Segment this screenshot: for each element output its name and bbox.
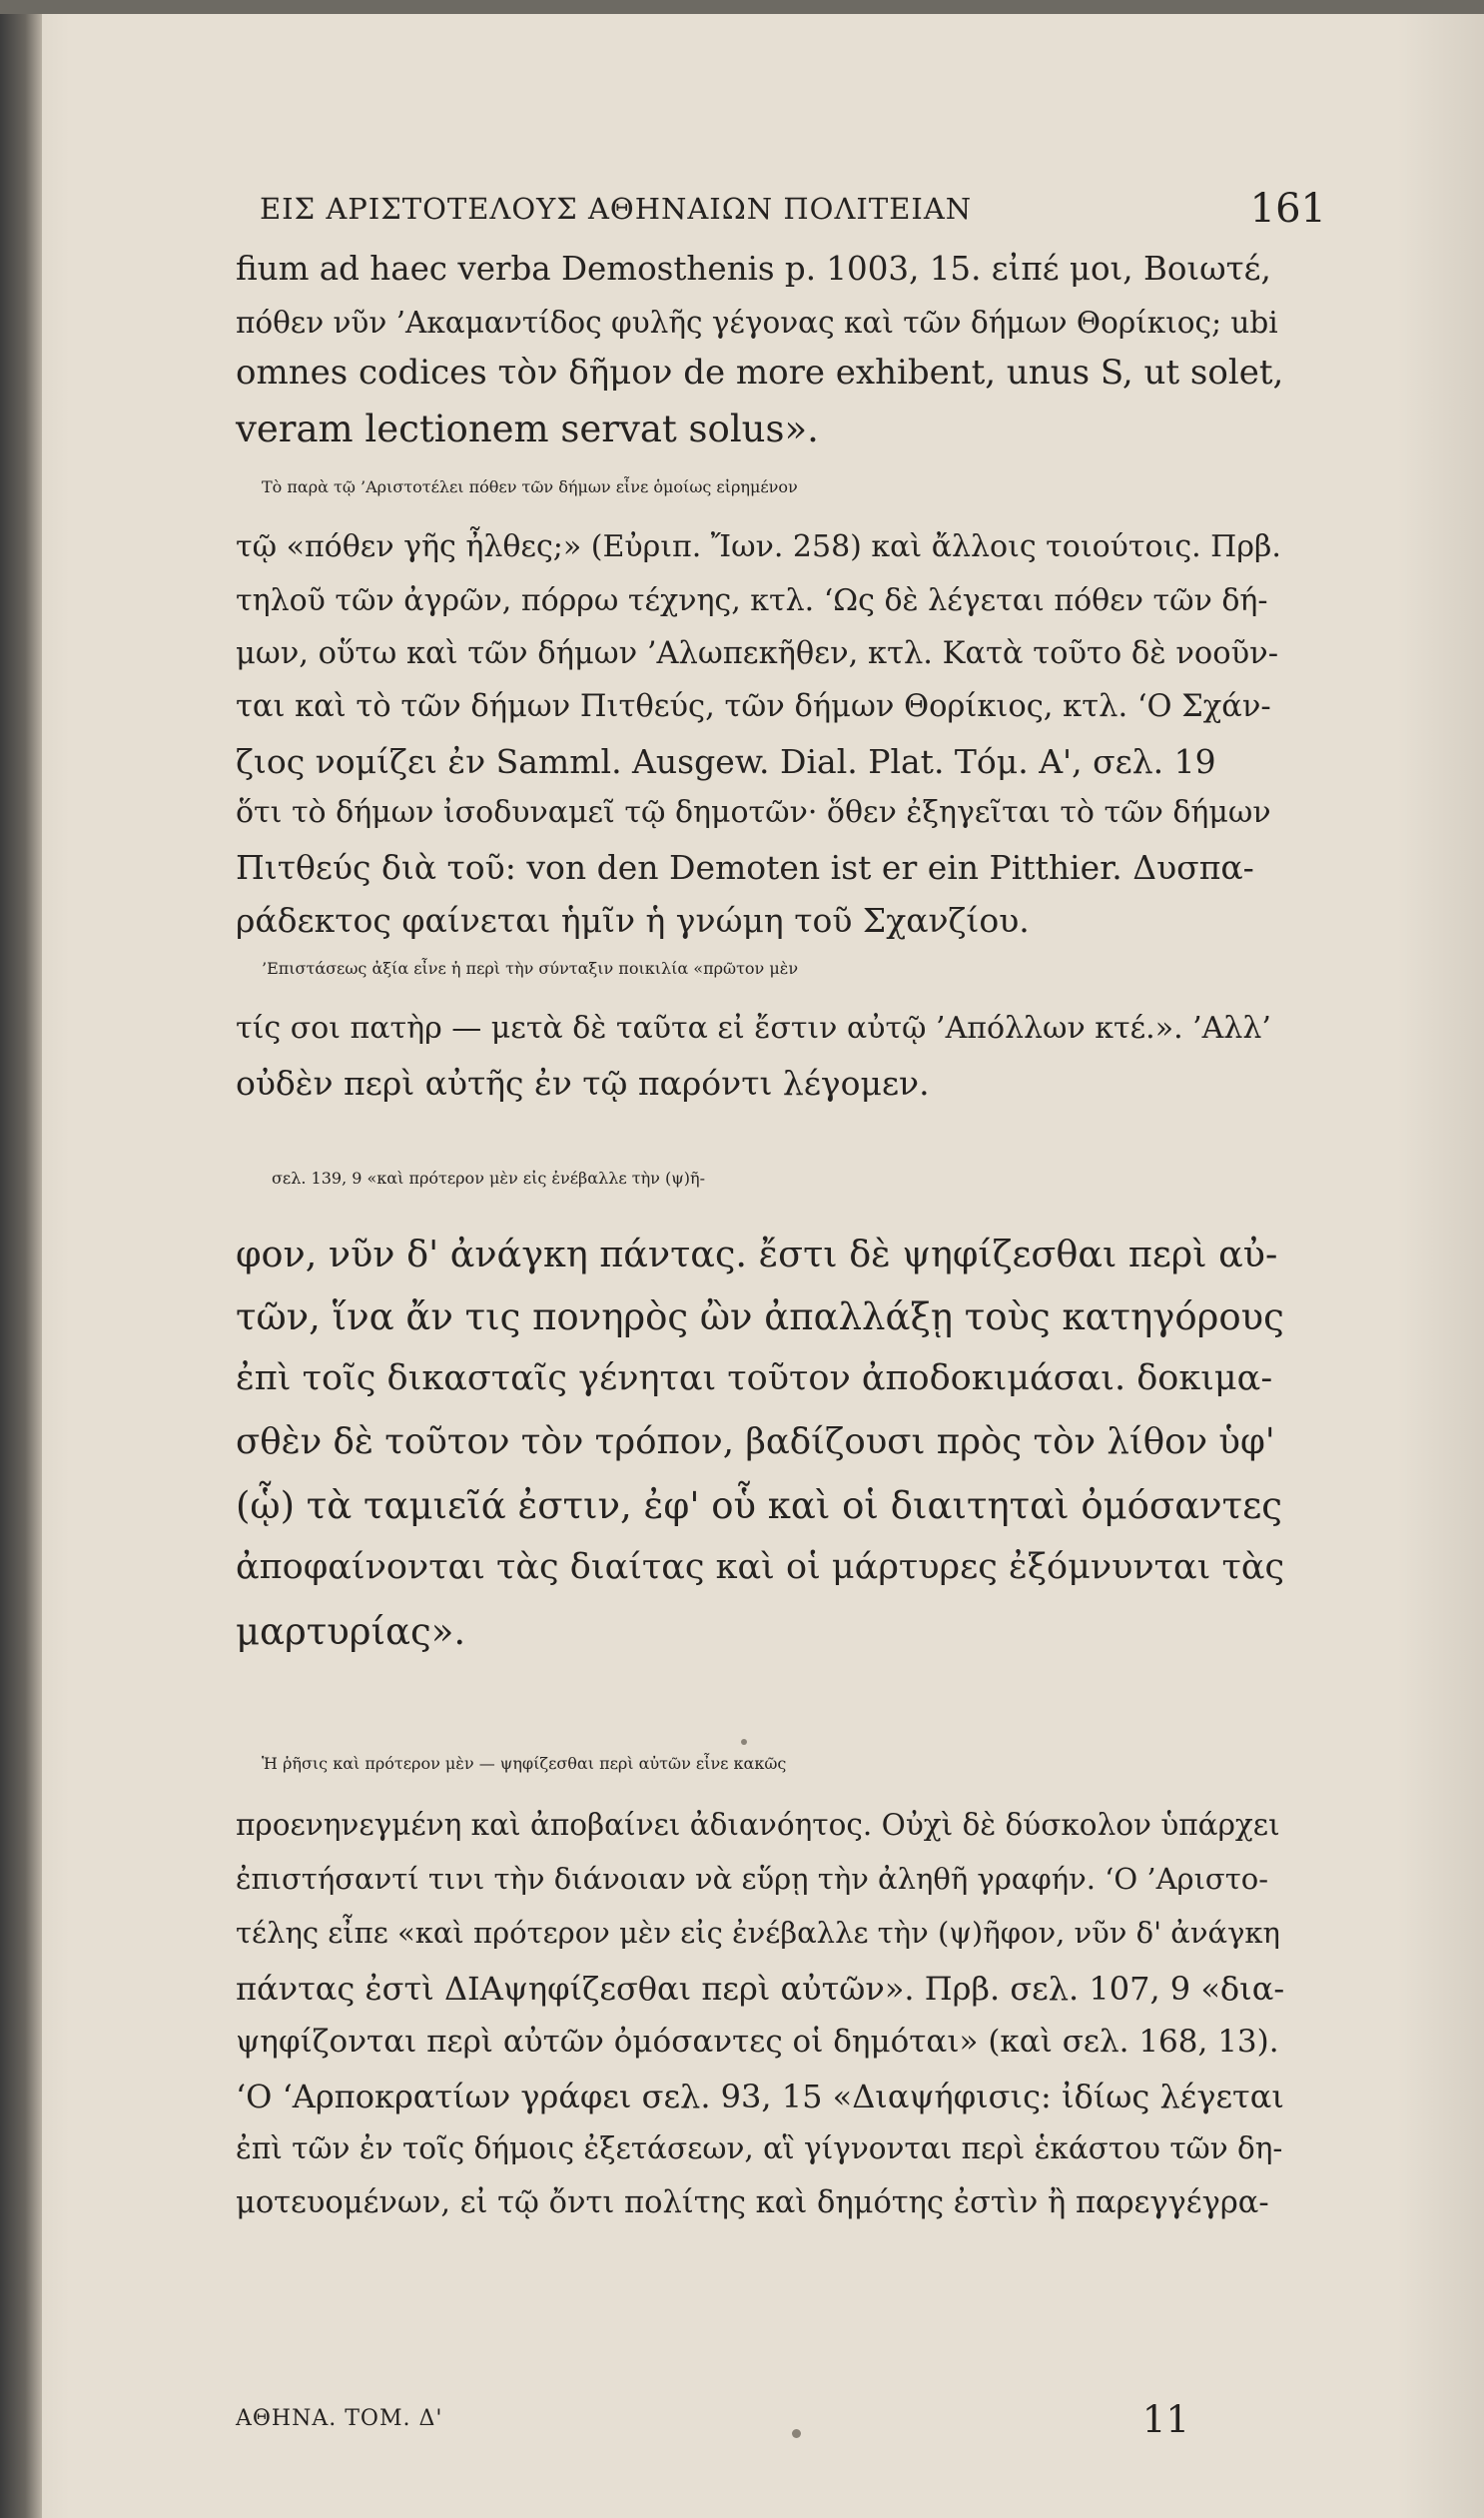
text-line: Ἡ ῥῆσις καὶ πρότερον μὲν — ψηφίζεσθαι περὶ αὐτῶν εἶνε κακῶς	[262, 1754, 787, 1773]
page-footer	[236, 2398, 1284, 2441]
text-line: σθὲν δὲ τοῦτον τὸν τρόπον, βαδίζουσι πρὸς τὸν λίθον ὑφ'	[236, 1421, 1275, 1462]
text-line: ἐπὶ τοῖς δικασταῖς γένηται τοῦτον ἀποδοκιμάσαι. δοκιμα-	[236, 1358, 1273, 1398]
page-binding-edge	[0, 0, 42, 2518]
text-line: τῶν, ἵνα ἄν τις πονηρὸς ὢν ἀπαλλάξῃ τοὺς κατηγόρους	[236, 1295, 1284, 1338]
text-line: πάντας ἐστὶ ΔΙΑψηφίζεσθαι περὶ αὐτῶν». Πρβ. σελ. 107, 9 «δια-	[236, 1970, 1285, 2008]
text-line: μαρτυρίας».	[236, 1610, 466, 1653]
text-line: (ᾧ) τὰ ταμιεῖά ἐστιν, ἐφ' οὗ καὶ οἱ διαιτηταὶ ὀμόσαντες	[236, 1484, 1283, 1527]
text-line: ὅτι τὸ δήμων ἰσοδυναμεῖ τῷ δημοτῶν· ὅθεν ἐξηγεῖται τὸ τῶν δήμων	[236, 795, 1271, 830]
paper-speck	[792, 2429, 801, 2438]
text-line: ‘Ο ‘Αρποκρατίων γράφει σελ. 93, 15 «Διαψήφισις: ἰδίως λέγεται	[236, 2078, 1284, 2115]
text-line: τίς σοι πατὴρ — μετὰ δὲ ταῦτα εἰ ἔστιν αὐτῷ ’Απόλλων κτέ.». ’Αλλ’	[236, 1011, 1271, 1046]
text-line: veram lectionem servat solus».	[236, 408, 819, 450]
text-line: οὐδὲν περὶ αὐτῆς ἐν τῷ παρόντι λέγομεν.	[236, 1064, 930, 1103]
sheet-number: 11	[1141, 2398, 1189, 2441]
text-line: ράδεκτος φαίνεται ἡμῖν ἡ γνώμη τοῦ Σχανζίου.	[236, 901, 1030, 940]
text-line: πόθεν νῦν ’Ακαμαντίδος φυλῆς γέγονας καὶ τῶν δήμων Θορίκιος; ubi	[236, 306, 1278, 340]
text-line: ἀποφαίνονται τὰς διαίτας καὶ οἱ μάρτυρες ἐξόμνυνται τὰς	[236, 1547, 1285, 1587]
text-line: ζιος νομίζει ἐν Samml. Ausgew. Dial. Plat. Τόμ. Α', σελ. 19	[236, 742, 1216, 781]
text-line: ἐπιστήσαντί τινι τὴν διάνοιαν νὰ εὕρῃ τὴν ἀληθῆ γραφήν. ‘Ο ’Αριστο-	[236, 1862, 1269, 1896]
paper-speck	[741, 1739, 747, 1745]
text-line: τῷ «πόθεν γῆς ἦλθες;» (Εὐριπ. Ἴων. 258) καὶ ἄλλοις τοιούτοις. Πρβ.	[236, 529, 1281, 564]
text-line: ται καὶ τὸ τῶν δήμων Πιτθεύς, τῶν δήμων Θορίκιος, κτλ. ‘Ο Σχάν-	[236, 689, 1271, 724]
text-line: προενηνεγμένη καὶ ἀποβαίνει ἀδιανόητος. Οὐχὶ δὲ δύσκολον ὑπάρχει	[236, 1808, 1280, 1842]
text-line: Πιτθεύς διὰ τοῦ: von den Demoten ist er ein Pitthier. Δυσπα-	[236, 848, 1254, 887]
running-title: ΕΙΣ ΑΡΙΣΤΟΤΕΛΟΥΣ ΑΘΗΝΑΙΩΝ ΠΟΛΙΤΕΙΑΝ	[260, 192, 973, 226]
text-line: ἐπὶ τῶν ἐν τοῖς δήμοις ἐξετάσεων, αἳ γίγνονται περὶ ἑκάστου τῶν δη-	[236, 2131, 1283, 2165]
signature-mark: ΑΘΗΝΑ. ΤΟΜ. Δ'	[236, 2406, 443, 2431]
text-line: μων, οὕτω καὶ τῶν δήμων ’Αλωπεκῆθεν, κτλ. Κατὰ τοῦτο δὲ νοοῦν-	[236, 636, 1279, 671]
text-line: μοτευομένων, εἰ τῷ ὄντι πολίτης καὶ δημότης ἐστὶν ἢ παρεγγέγρα-	[236, 2185, 1269, 2220]
text-line: fium ad haec verba Demosthenis p. 1003, 15. εἰπέ μοι, Βοιωτέ,	[236, 250, 1271, 288]
text-line: omnes codices τὸν δῆμον de more exhibent, unus S, ut solet,	[236, 353, 1284, 393]
text-line: τέλης εἶπε «καὶ πρότερον μὲν εἰς ἐνέβαλλε τὴν (ψ)ῆφον, νῦν δ' ἀνάγκη	[236, 1916, 1280, 1950]
text-line: ’Επιστάσεως ἀξία εἶνε ἡ περὶ τὴν σύνταξιν ποικιλία «πρῶτον μὲν	[262, 959, 799, 978]
text-line: φον, νῦν δ' ἀνάγκη πάντας. ἔστι δὲ ψηφίζεσθαι περὶ αὐ-	[236, 1233, 1278, 1275]
page-number: 161	[1249, 186, 1326, 232]
text-line: Τὸ παρὰ τῷ ’Αριστοτέλει πόθεν τῶν δήμων εἶνε ὁμοίως εἰρημένον	[262, 477, 798, 496]
text-line: τηλοῦ τῶν ἀγρῶν, πόρρω τέχνης, κτλ. ‘Ως δὲ λέγεται πόθεν τῶν δή-	[236, 583, 1268, 618]
page-header	[260, 186, 1326, 230]
text-line: σελ. 139, 9 «καὶ πρότερον μὲν εἰς ἐνέβαλλε τὴν (ψ)ῆ-	[272, 1169, 705, 1188]
scan-top-edge	[0, 0, 1484, 14]
text-line: ψηφίζονται περὶ αὐτῶν ὀμόσαντες οἱ δημόται» (καὶ σελ. 168, 13).	[236, 2024, 1279, 2060]
